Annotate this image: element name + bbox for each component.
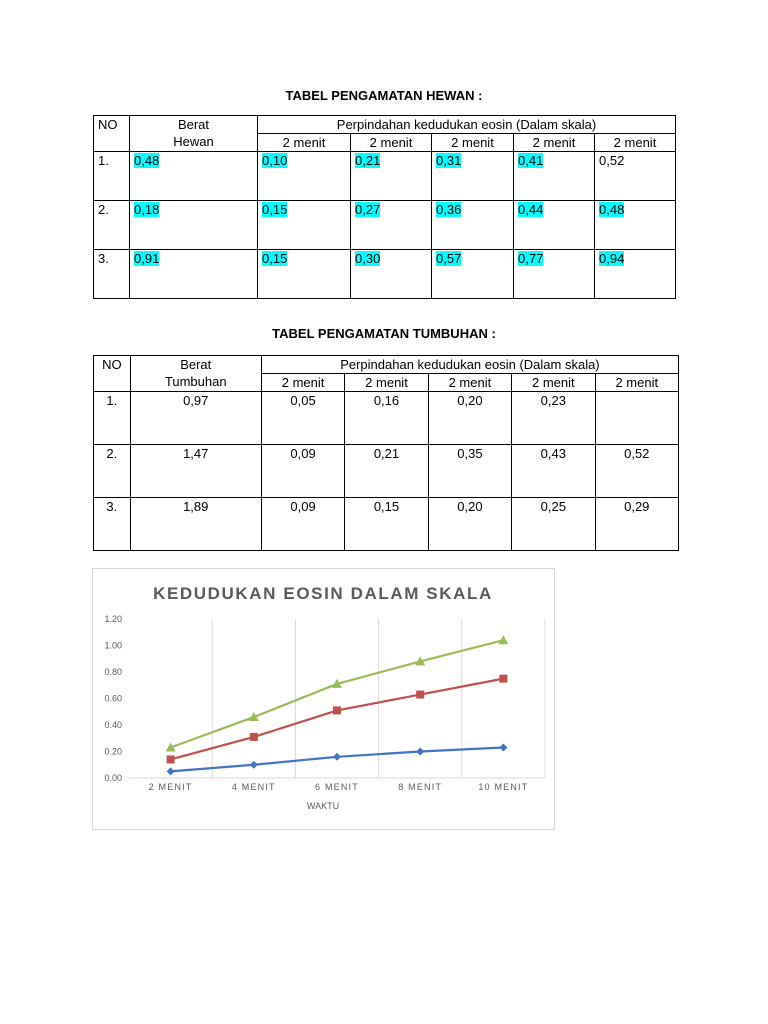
cell-value: 0,77 (514, 250, 595, 299)
x-tick-label: 10 MENIT (478, 782, 529, 792)
data-point (416, 691, 424, 699)
cell-value: 0,23 (512, 392, 595, 445)
table-hewan (93, 115, 676, 299)
table-row (94, 392, 679, 445)
cell-value: 0,31 (432, 152, 514, 201)
series-line (171, 640, 504, 747)
cell-value: 0,16 (345, 392, 428, 445)
cell-no: 2. (94, 445, 131, 498)
cell-no: 2. (94, 201, 130, 250)
header-berat: Berat Tumbuhan (130, 356, 261, 392)
cell-berat: 0,18 (130, 201, 258, 250)
cell-value: 0,52 (595, 152, 676, 201)
cell-value (595, 392, 678, 445)
cell-value: 0,35 (428, 445, 511, 498)
data-point (499, 675, 507, 683)
table-row (94, 445, 679, 498)
cell-value: 0,44 (514, 201, 595, 250)
cell-value: 0,21 (351, 152, 432, 201)
subheader: 2 menit (595, 374, 678, 392)
table-tumbuhan-title: TABEL PENGAMATAN TUMBUHAN : (272, 326, 496, 341)
table-row (94, 250, 676, 299)
cell-no: 1. (94, 152, 130, 201)
table-row (94, 201, 676, 250)
cell-no: 3. (94, 498, 131, 551)
subheader: 2 menit (345, 374, 428, 392)
cell-value: 0,09 (261, 498, 344, 551)
cell-value: 0,15 (258, 201, 351, 250)
cell-value: 0,29 (595, 498, 678, 551)
table-row (94, 498, 679, 551)
cell-value: 0,36 (432, 201, 514, 250)
data-point (250, 761, 258, 769)
series-line (171, 679, 504, 760)
x-tick-label: 8 MENIT (398, 782, 443, 792)
cell-berat: 0,91 (130, 250, 258, 299)
subheader: 2 menit (512, 374, 595, 392)
data-point (416, 748, 424, 756)
x-axis-label: WAKTU (306, 801, 340, 811)
data-point (498, 635, 508, 644)
header-no: NO (94, 356, 131, 392)
cell-value: 0,30 (351, 250, 432, 299)
cell-berat: 1,89 (130, 498, 261, 551)
cell-value: 0,94 (595, 250, 676, 299)
header-no: NO (94, 116, 130, 152)
data-point (250, 733, 258, 741)
y-tick-label: 1.00 (104, 640, 122, 651)
x-tick-label: 2 MENIT (148, 782, 193, 792)
cell-value: 0,48 (595, 201, 676, 250)
cell-value: 0,57 (432, 250, 514, 299)
cell-value: 0,15 (258, 250, 351, 299)
table-row (94, 152, 676, 201)
cell-no: 1. (94, 392, 131, 445)
cell-value: 0,15 (345, 498, 428, 551)
cell-value: 0,10 (258, 152, 351, 201)
cell-value: 0,21 (345, 445, 428, 498)
subheader: 2 menit (351, 134, 432, 152)
subheader: 2 menit (258, 134, 351, 152)
y-tick-label: 0.60 (104, 693, 122, 704)
chart-title: KEDUDUKAN EOSIN DALAM SKALA (153, 584, 493, 603)
cell-no: 3. (94, 250, 130, 299)
cell-value: 0,52 (595, 445, 678, 498)
x-tick-label: 6 MENIT (315, 782, 359, 792)
subheader: 2 menit (514, 134, 595, 152)
cell-value: 0,25 (512, 498, 595, 551)
cell-value: 0,41 (514, 152, 595, 201)
y-tick-label: 0.20 (104, 746, 122, 757)
cell-berat: 0,48 (130, 152, 258, 201)
subheader: 2 menit (432, 134, 514, 152)
data-point (167, 755, 175, 763)
header-berat: Berat Hewan (130, 116, 258, 152)
data-point (333, 753, 341, 761)
x-tick-label: 4 MENIT (231, 782, 276, 792)
y-tick-label: 0.80 (104, 667, 122, 677)
data-point (167, 767, 175, 775)
cell-value: 0,05 (261, 392, 344, 445)
data-point (499, 744, 507, 752)
cell-berat: 1,47 (130, 445, 261, 498)
table-hewan-title: TABEL PENGAMATAN HEWAN : (285, 88, 483, 103)
cell-value: 0,43 (512, 445, 595, 498)
y-tick-label: 0.40 (104, 720, 122, 730)
header-group: Perpindahan kedudukan eosin (Dalam skala) (258, 116, 676, 134)
cell-value: 0,09 (261, 445, 344, 498)
line-chart (92, 568, 555, 830)
subheader: 2 menit (428, 374, 511, 392)
header-group: Perpindahan kedudukan eosin (Dalam skala) (261, 356, 678, 374)
data-point (333, 706, 341, 714)
chart-svg (93, 569, 554, 829)
table-tumbuhan (93, 355, 679, 551)
subheader: 2 menit (261, 374, 344, 392)
y-tick-label: 0.00 (104, 773, 122, 783)
cell-value: 0,20 (428, 498, 511, 551)
cell-berat: 0,97 (130, 392, 261, 445)
cell-value: 0,27 (351, 201, 432, 250)
subheader: 2 menit (595, 134, 676, 152)
cell-value: 0,20 (428, 392, 511, 445)
y-tick-label: 1.20 (104, 614, 122, 624)
